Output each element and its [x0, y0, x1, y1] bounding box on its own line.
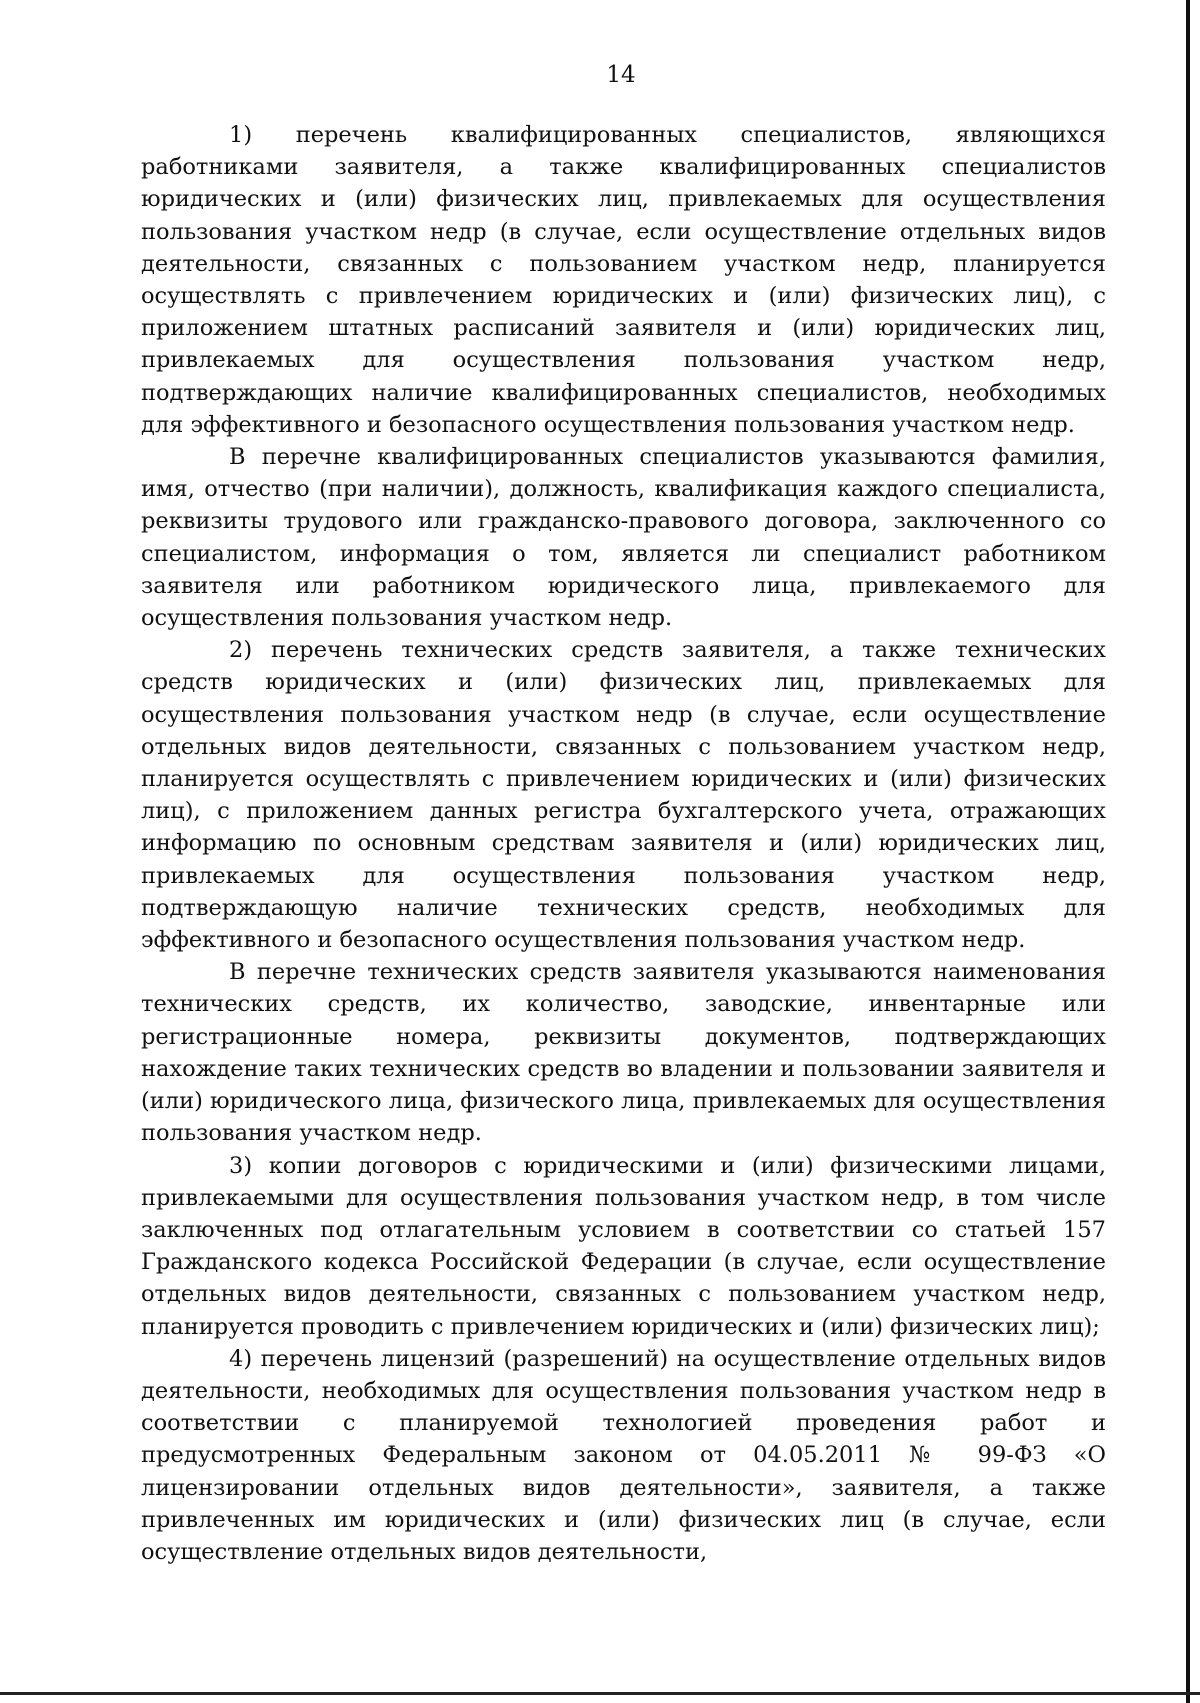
paragraph-staff-list-details: В перечне квалифицированных специалистов указываются фамилия, имя, отчество (при наличии), должность, квалификация каждого специалиста, реквизиты трудового или гражданско-правового договора, заключенного со специалистом, информация о том, является ли специалист работником заявителя или работником юридического лица, привлекаемого для осуществления пользования участком недр.	[141, 444, 1106, 632]
scan-border-right	[1186, 0, 1190, 1703]
paragraph-item-1-staff-list: 1) перечень квалифицированных специалистов, являющихся работниками заявителя, а также квалифицированных специалистов юридических и (или) физических лиц, привлекаемых для осуществления пользования участком недр (в случае, если осуществление отдельных видов деятельности, связанных с пользованием участком недр, планируется осуществлять с привлечением юридических и (или) физических лиц), с приложением штатных расписаний заявителя и (или) юридических лиц, привлекаемых для осуществления пользования участком недр, подтверждающих наличие квалифицированных специалистов, необходимых для эффективного и безопасного осуществления пользования участком недр.	[141, 122, 1106, 438]
document-body	[141, 119, 1106, 1568]
paragraph-technical-means-details: В перечне технических средств заявителя указываются наименования технических средств, их количество, заводские, инвентарные или регистрационные номера, реквизиты документов, подтверждающих нахождение таких технических средств во владении и пользовании заявителя и (или) юридического лица, физического лица, привлекаемых для осуществления пользования участком недр.	[141, 959, 1106, 1147]
paragraph-item-4-licenses: 4) перечень лицензий (разрешений) на осуществление отдельных видов деятельности, необходимых для осуществления пользования участком недр в соответствии с планируемой технологией проведения работ и предусмотренных Федеральным законом от 04.05.2011 № 99-ФЗ «О лицензировании отдельных видов деятельности», заявителя, а также привлеченных им юридических и (или) физических лиц (в случае, если осуществление отдельных видов деятельности,	[141, 1345, 1106, 1565]
scan-border-bottom	[0, 1692, 1200, 1695]
paragraph-item-3-contracts: 3) копии договоров с юридическими и (или) физическими лицами, привлекаемыми для осуществления пользования участком недр, в том числе заключенных под отлагательным условием в соответствии со статьей 157 Гражданского кодекса Российской Федерации (в случае, если осуществление отдельных видов деятельности, связанных с пользованием участком недр, планируется проводить с привлечением юридических и (или) физических лиц);	[141, 1152, 1106, 1340]
page-number: 14	[606, 62, 636, 88]
paragraph-item-2-technical-means: 2) перечень технических средств заявителя, а также технических средств юридических и (или) физических лиц, привлекаемых для осуществления пользования участком недр (в случае, если осуществление отдельных видов деятельности, связанных с пользованием участком недр, планируется осуществлять с привлечением юридических и (или) физических лиц), с приложением данных регистра бухгалтерского учета, отражающих информацию по основным средствам заявителя и (или) юридических лиц, привлекаемых для осуществления пользования участком недр, подтверждающую наличие технических средств, необходимых для эффективного и безопасного осуществления пользования участком недр.	[141, 637, 1106, 954]
